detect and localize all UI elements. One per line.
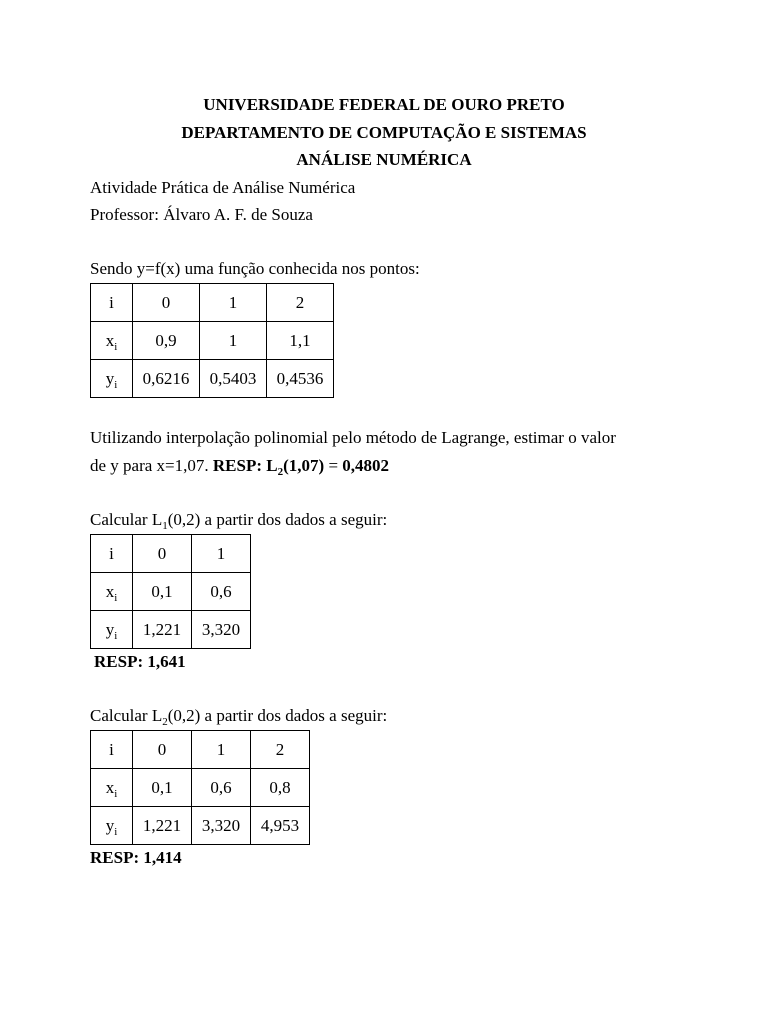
table-row-header [91,611,133,649]
x-label: x [105,330,115,350]
table-cell: 0,6 [192,769,251,807]
problem1-table [90,283,334,398]
subscript-i: i [114,340,118,353]
table-cell: 3,320 [192,611,251,649]
table-cell: 0 [133,731,192,769]
table-row-header: i [91,535,133,573]
y-label: y [105,815,115,835]
table-row-header [91,807,133,845]
table-cell: 1 [192,535,251,573]
table-row-header [91,573,133,611]
subscript-i: i [114,629,118,642]
subscript-i: i [114,787,118,800]
table-row-header: i [91,731,133,769]
table-cell: 0,1 [133,769,192,807]
table-cell: 0,6 [192,573,251,611]
table-cell: 0,4536 [267,360,334,398]
table-cell: 0,6216 [133,360,200,398]
resp-label: RESP: L [212,456,278,475]
table-cell: 0,9 [133,322,200,360]
x-label: x [105,581,115,601]
course-title: ANÁLISE NUMÉRICA [296,150,472,169]
table-cell: 0,5403 [200,360,267,398]
y-label: y [105,368,115,388]
table-cell: 1 [200,284,267,322]
table-cell: 2 [267,284,334,322]
table-row-header [91,322,133,360]
problem1-question-line1: Utilizando interpolação polinomial pelo método de Lagrange, estimar o valor [90,428,616,447]
calc-prefix: Calcular L [90,706,163,725]
resp-value: 0,4802 [342,456,390,475]
y-label: y [105,619,115,639]
resp-subscript: 2 [277,466,284,478]
calc-subscript: 2 [162,716,168,728]
calc-suffix: (0,2) a partir dos dados a seguir: [167,706,388,725]
calc-prefix: Calcular L [90,510,163,529]
activity-line: Atividade Prática de Análise Numérica [90,178,356,197]
calc-suffix: (0,2) a partir dos dados a seguir: [167,510,388,529]
problem3-prompt [90,706,387,726]
problem2-table [90,534,251,649]
subscript-i: i [114,591,118,604]
question-text: de y para x=1,07. [90,456,213,475]
subscript-i: i [114,378,118,391]
table-cell: 4,953 [251,807,310,845]
resp-arg: (1,07) [283,456,325,475]
problem2-answer: RESP: 1,641 [94,652,186,671]
problem2-prompt [90,510,387,530]
table-cell: 1,1 [267,322,334,360]
problem3-answer: RESP: 1,414 [90,848,182,867]
problem1-question-line2 [90,456,389,476]
table-cell: 0,1 [133,573,192,611]
table-cell: 1,221 [133,807,192,845]
calc-subscript: 1 [162,520,168,532]
table-cell: 0 [133,535,192,573]
table-row-header: i [91,284,133,322]
subscript-i: i [114,825,118,838]
department-title: DEPARTAMENTO DE COMPUTAÇÃO E SISTEMAS [181,123,587,142]
university-title: UNIVERSIDADE FEDERAL DE OURO PRETO [203,95,565,114]
answer [212,456,325,478]
resp-eq: = [324,456,343,475]
table-cell: 0,8 [251,769,310,807]
table-cell: 1 [192,731,251,769]
table-cell: 0 [133,284,200,322]
problem1-intro: Sendo y=f(x) uma função conhecida nos pontos: [90,259,420,278]
problem3-table [90,730,310,845]
table-cell: 1,221 [133,611,192,649]
x-label: x [105,777,115,797]
table-cell: 1 [200,322,267,360]
table-row-header [91,769,133,807]
table-cell: 2 [251,731,310,769]
professor-line: Professor: Álvaro A. F. de Souza [90,205,313,224]
table-cell: 3,320 [192,807,251,845]
table-row-header [91,360,133,398]
